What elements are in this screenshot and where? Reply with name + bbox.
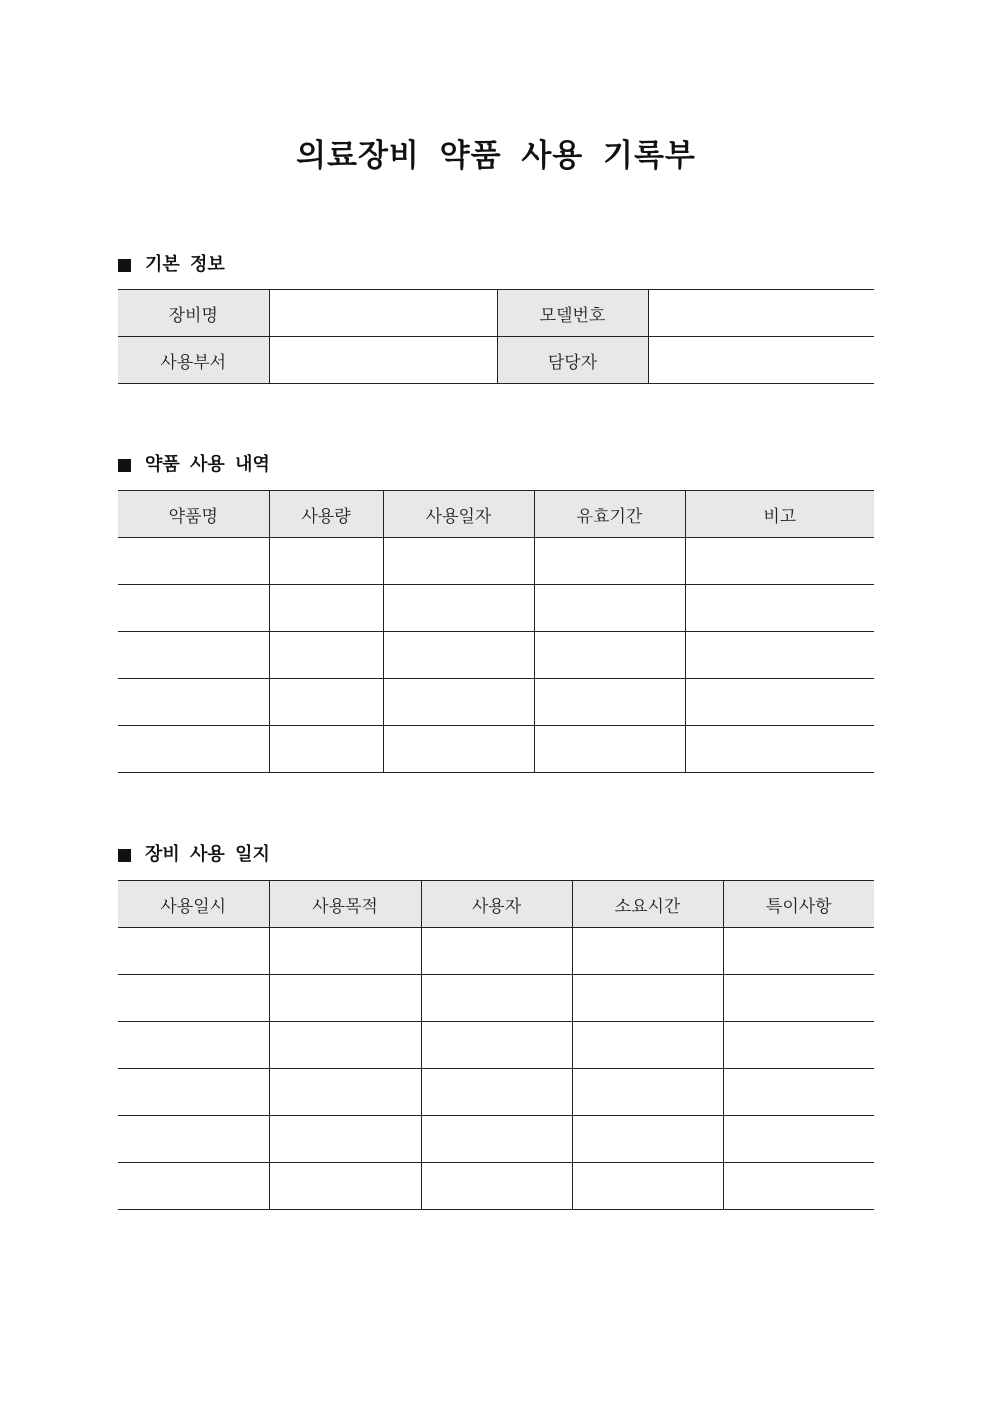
manager-label: 담당자 xyxy=(497,337,648,384)
table-cell[interactable] xyxy=(421,1022,572,1069)
table-cell[interactable] xyxy=(421,1116,572,1163)
table-cell[interactable] xyxy=(685,679,874,726)
table-cell[interactable] xyxy=(685,585,874,632)
table-cell[interactable] xyxy=(383,726,534,773)
column-header-notes: 특이사항 xyxy=(723,881,874,928)
table-cell[interactable] xyxy=(269,975,421,1022)
table-cell[interactable] xyxy=(421,1163,572,1210)
equipment-log-table xyxy=(118,880,874,1210)
square-bullet-icon xyxy=(118,459,131,472)
table-header-row xyxy=(118,491,874,538)
table-row xyxy=(118,538,874,585)
section-heading-label: 약품 사용 내역 xyxy=(145,454,270,475)
column-header-usage-datetime: 사용일시 xyxy=(118,881,269,928)
table-cell[interactable] xyxy=(118,1163,269,1210)
table-cell[interactable] xyxy=(383,679,534,726)
section-heading-label: 장비 사용 일지 xyxy=(145,844,270,865)
table-cell[interactable] xyxy=(118,632,269,679)
table-cell[interactable] xyxy=(534,679,685,726)
model-number-field[interactable] xyxy=(648,290,874,337)
table-cell[interactable] xyxy=(572,1069,723,1116)
basic-info-table xyxy=(118,289,874,384)
table-cell[interactable] xyxy=(118,1069,269,1116)
table-cell[interactable] xyxy=(723,975,874,1022)
section-heading-equipment-log xyxy=(118,843,270,867)
table-cell[interactable] xyxy=(269,1116,421,1163)
table-cell[interactable] xyxy=(118,679,269,726)
table-cell[interactable] xyxy=(723,1022,874,1069)
table-cell[interactable] xyxy=(723,1069,874,1116)
table-cell[interactable] xyxy=(572,1022,723,1069)
table-cell[interactable] xyxy=(118,975,269,1022)
table-cell[interactable] xyxy=(534,726,685,773)
table-cell[interactable] xyxy=(269,1069,421,1116)
model-number-label: 모델번호 xyxy=(497,290,648,337)
table-cell[interactable] xyxy=(118,928,269,975)
department-label: 사용부서 xyxy=(118,337,269,384)
table-cell[interactable] xyxy=(421,975,572,1022)
table-cell[interactable] xyxy=(269,632,383,679)
square-bullet-icon xyxy=(118,849,131,862)
table-cell[interactable] xyxy=(723,1163,874,1210)
table-cell[interactable] xyxy=(269,726,383,773)
table-cell[interactable] xyxy=(572,975,723,1022)
table-row xyxy=(118,928,874,975)
table-header-row xyxy=(118,881,874,928)
table-row xyxy=(118,585,874,632)
equipment-name-label: 장비명 xyxy=(118,290,269,337)
document-title: 의료장비 약품 사용 기록부 xyxy=(296,138,696,174)
column-header-user: 사용자 xyxy=(421,881,572,928)
table-row xyxy=(118,632,874,679)
table-cell[interactable] xyxy=(118,538,269,585)
table-cell[interactable] xyxy=(118,726,269,773)
table-cell[interactable] xyxy=(421,928,572,975)
table-cell[interactable] xyxy=(383,538,534,585)
table-cell[interactable] xyxy=(685,538,874,585)
table-row xyxy=(118,1022,874,1069)
column-header-expiry: 유효기간 xyxy=(534,491,685,538)
table-cell[interactable] xyxy=(572,1163,723,1210)
table-cell[interactable] xyxy=(723,1116,874,1163)
department-field[interactable] xyxy=(269,337,497,384)
table-cell[interactable] xyxy=(269,1022,421,1069)
table-cell[interactable] xyxy=(534,585,685,632)
table-cell[interactable] xyxy=(118,585,269,632)
table-row xyxy=(118,1116,874,1163)
column-header-usage-date: 사용일자 xyxy=(383,491,534,538)
section-heading-basic-info xyxy=(118,253,225,277)
table-row xyxy=(118,726,874,773)
table-cell[interactable] xyxy=(269,538,383,585)
table-cell[interactable] xyxy=(118,1116,269,1163)
table-cell[interactable] xyxy=(685,632,874,679)
equipment-name-field[interactable] xyxy=(269,290,497,337)
table-cell[interactable] xyxy=(269,928,421,975)
column-header-duration: 소요시간 xyxy=(572,881,723,928)
manager-field[interactable] xyxy=(648,337,874,384)
table-cell[interactable] xyxy=(269,1163,421,1210)
column-header-drug-name: 약품명 xyxy=(118,491,269,538)
section-heading-drug-usage xyxy=(118,453,270,477)
section-heading-label: 기본 정보 xyxy=(145,254,225,275)
column-header-purpose: 사용목적 xyxy=(269,881,421,928)
table-cell[interactable] xyxy=(723,928,874,975)
square-bullet-icon xyxy=(118,259,131,272)
drug-usage-table xyxy=(118,490,874,773)
table-cell[interactable] xyxy=(383,632,534,679)
table-cell[interactable] xyxy=(383,585,534,632)
table-cell[interactable] xyxy=(269,679,383,726)
table-row xyxy=(118,679,874,726)
table-cell[interactable] xyxy=(118,1022,269,1069)
table-row xyxy=(118,975,874,1022)
table-cell[interactable] xyxy=(685,726,874,773)
table-cell[interactable] xyxy=(534,538,685,585)
table-row xyxy=(118,337,874,384)
table-row xyxy=(118,1069,874,1116)
table-cell[interactable] xyxy=(572,928,723,975)
table-cell[interactable] xyxy=(421,1069,572,1116)
table-row xyxy=(118,290,874,337)
table-cell[interactable] xyxy=(269,585,383,632)
table-cell[interactable] xyxy=(572,1116,723,1163)
table-cell[interactable] xyxy=(534,632,685,679)
column-header-amount: 사용량 xyxy=(269,491,383,538)
table-row xyxy=(118,1163,874,1210)
column-header-remarks: 비고 xyxy=(685,491,874,538)
